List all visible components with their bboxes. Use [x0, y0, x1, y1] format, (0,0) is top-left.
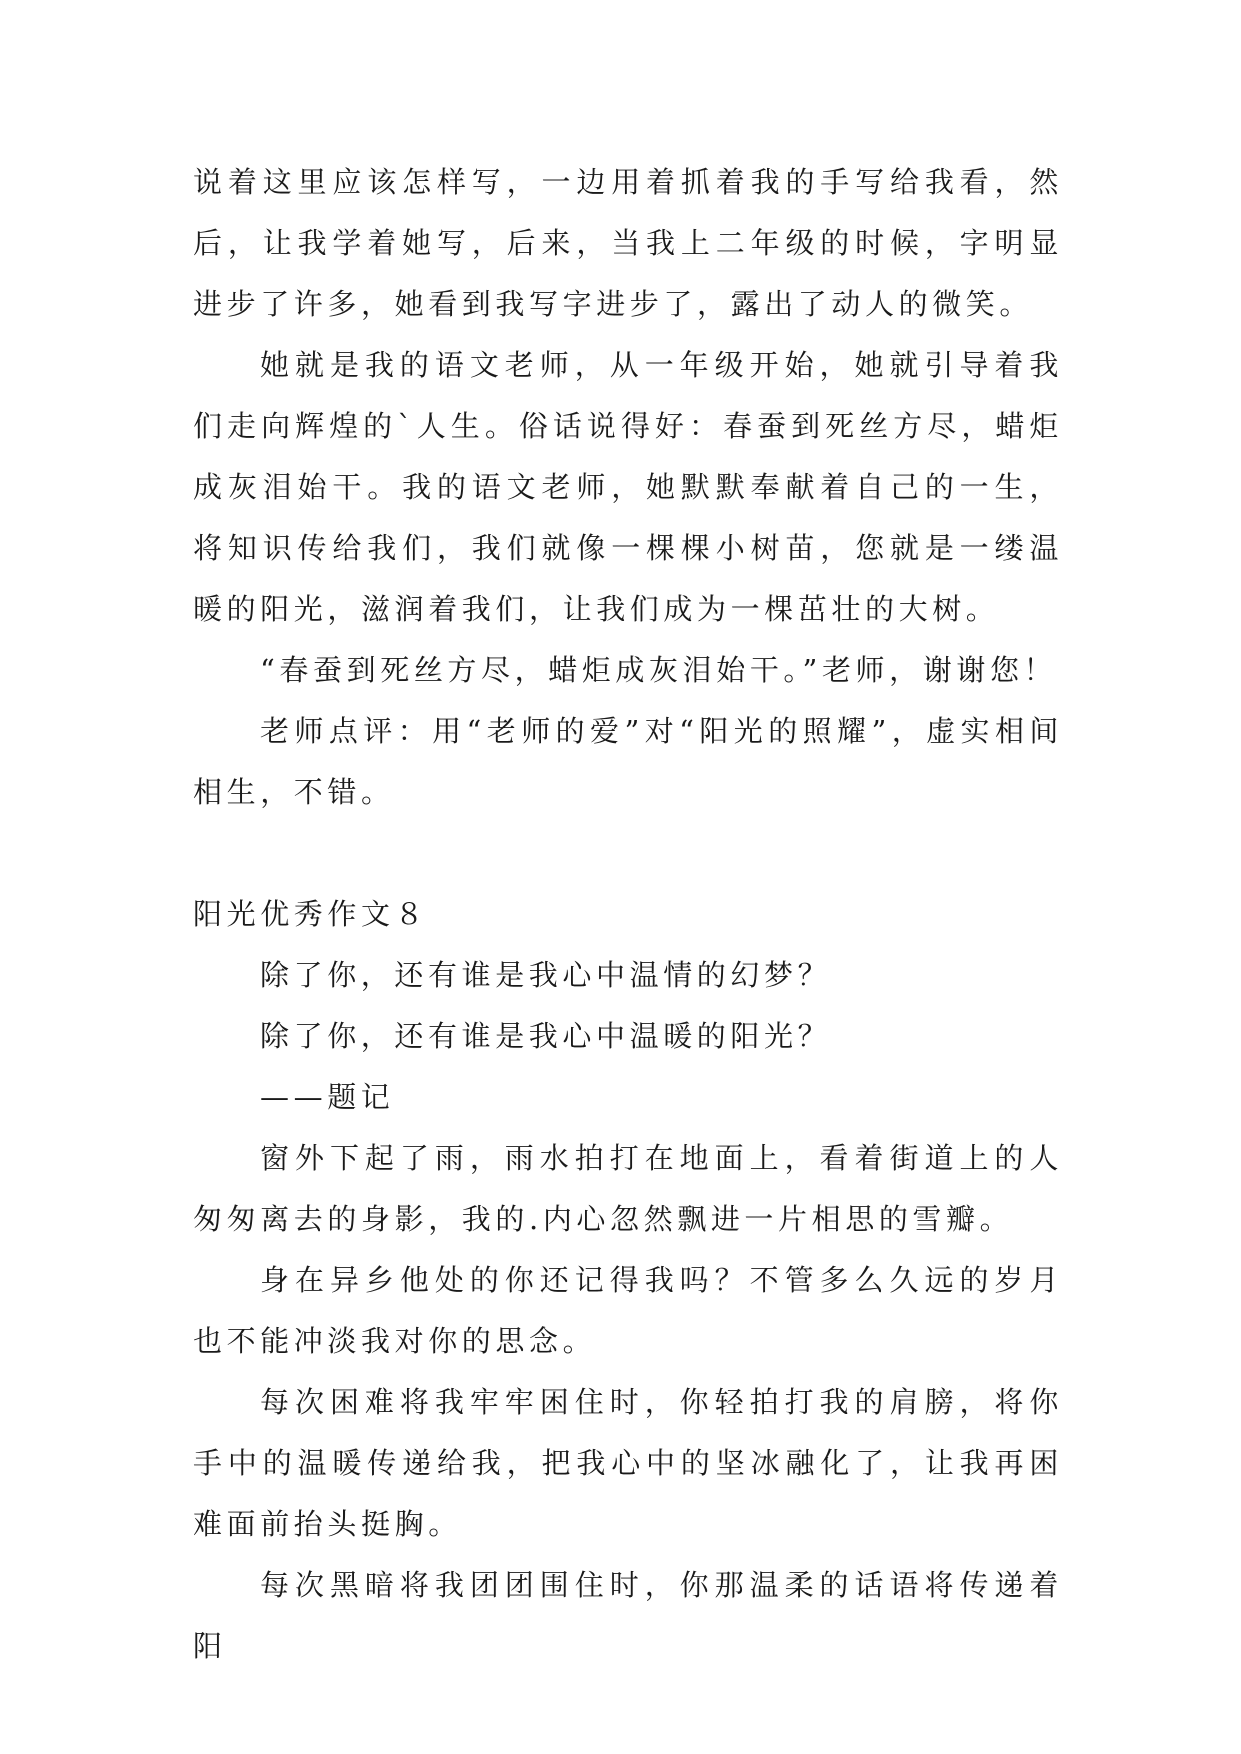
paragraph: “春蚕到死丝方尽，蜡炬成灰泪始干。”老师，谢谢您！ [260, 653, 1058, 687]
paragraph: 老师点评：用“老师的爱”对“阳光的照耀”，虚实相间相生，不错。 [193, 714, 1063, 809]
document-page [193, 152, 1063, 1677]
paragraph: 除了你，还有谁是我心中温情的幻梦？ [260, 958, 832, 992]
epigraph-attribution: ——题记 [260, 1080, 395, 1114]
paragraph: 说着这里应该怎样写，一边用着抓着我的手写给我看，然后，让我学着她写，后来，当我上二年级的时候，字明显进步了许多，她看到我写字进步了，露出了动人的微笑。 [193, 165, 1063, 321]
paragraph: 她就是我的语文老师，从一年级开始，她就引导着我们走向辉煌的`人生。俗话说得好：春蚕到死丝方尽，蜡炬成灰泪始干。我的语文老师，她默默奉献着自己的一生，将知识传给我们，我们就像一棵棵小树苗，您就是一缕温暖的阳光，滋润着我们，让我们成为一棵茁壮的大树。 [193, 348, 1063, 626]
paragraph: 每次黑暗将我团团围住时，你那温柔的话语将传递着阳 [193, 1568, 1063, 1663]
paragraph: 每次困难将我牢牢困住时，你轻拍打我的肩膀，将你手中的温暖传递给我，把我心中的坚冰融化了，让我再困难面前抬头挺胸。 [193, 1385, 1063, 1541]
paragraph: 窗外下起了雨，雨水拍打在地面上，看着街道上的人匆匆离去的身影，我的.内心忽然飘进一片相思的雪瓣。 [193, 1141, 1063, 1236]
paragraph: 除了你，还有谁是我心中温暖的阳光？ [260, 1019, 832, 1053]
paragraph: 身在异乡他处的你还记得我吗？不管多么久远的岁月也不能冲淡我对你的思念。 [193, 1263, 1063, 1358]
section-title: 阳光优秀作文８ [193, 897, 429, 931]
